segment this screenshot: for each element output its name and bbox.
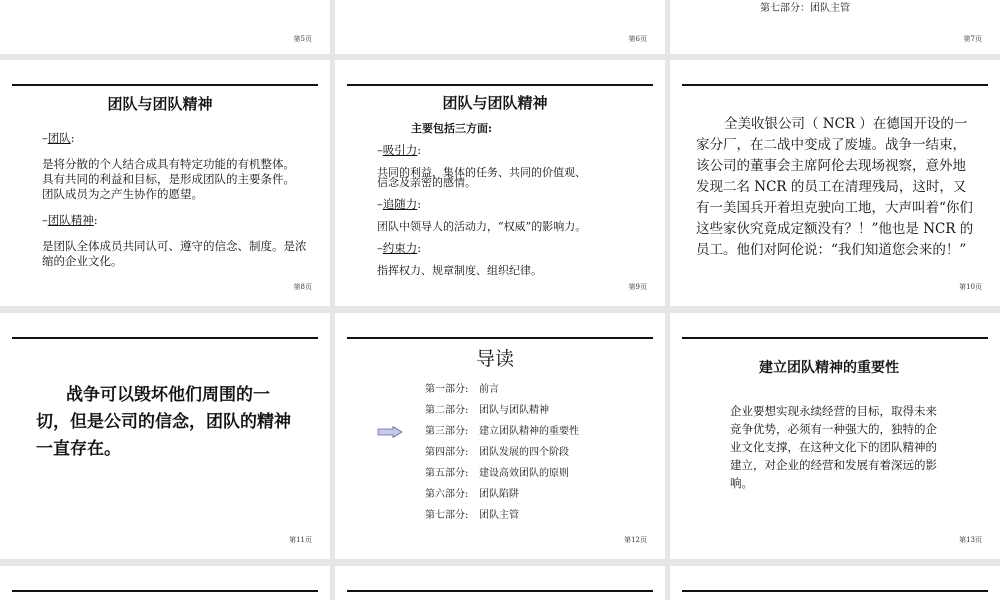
toc-item[interactable]: 第一部分: 前言 xyxy=(425,384,499,395)
item-label: 追随力 xyxy=(382,197,418,211)
title-rule xyxy=(347,590,653,592)
title-rule xyxy=(682,84,988,86)
desc-attraction-1: 共同的利益，集体的任务、共同的价值观、 xyxy=(377,166,586,179)
slide-thumbnail-16[interactable] xyxy=(670,566,1000,600)
toc-item[interactable]: 第四部分: 团队发展的四个阶段 xyxy=(425,447,569,458)
item-label: 吸引力 xyxy=(382,143,418,157)
slide-thumbnail-10[interactable] xyxy=(670,60,1000,306)
story-text: 全美收银公司（ NCR ）在德国开设的一家分厂，在二战中变成了废墟。战争一结束，该公司的董事会主席阿伦去现场视察，意外地发现二名 NCR 的员工在清理残局，这时，又有一美国兵开着坦克驶向工地，大声叫着“你们这些家伙究竟成定额没有？！”他也是 NCR 的员工。他们对阿伦说：“我们知道您会来的！” xyxy=(696,116,974,258)
slide-thumbnail-9[interactable] xyxy=(335,60,665,306)
slide-title: 团队与团队精神 xyxy=(107,95,213,113)
page-number: 第13页 xyxy=(959,536,982,544)
desc-followership: 团队中领导人的活动力，“权威”的影响力。 xyxy=(377,220,587,233)
slide-thumbnail-13[interactable] xyxy=(670,313,1000,559)
slide-thumbnail-14[interactable] xyxy=(0,566,330,600)
page-number: 第8页 xyxy=(293,283,312,291)
title-rule xyxy=(12,590,318,592)
term-label: 团队 xyxy=(47,131,71,145)
slide-thumbnail-6[interactable] xyxy=(335,0,665,54)
title-rule xyxy=(12,337,318,339)
toc-item[interactable]: 第六部分: 团队陷阱 xyxy=(425,489,519,500)
item-attraction: –吸引力: xyxy=(377,143,422,157)
page-number: 第11页 xyxy=(289,536,312,544)
section-text: 第七部分：团队主管 xyxy=(760,3,850,14)
body-text: 企业要想实现永续经营的目标，取得未来竞争优势，必须有一种强大的，独特的企业文化支撑，在这种文化下的团队精神的建立，对企业的经营和发展有着深远的影响。 xyxy=(730,404,937,490)
term-team-spirit: –团队精神: xyxy=(42,213,98,227)
quote-text: 战争可以毁坏他们周围的一切，但是公司的信念，团队的精神一直存在。 xyxy=(36,385,291,459)
slide-thumbnail-7[interactable] xyxy=(670,0,1000,54)
page-number: 第9页 xyxy=(628,283,647,291)
slide-title: 团队与团队精神 xyxy=(442,94,548,112)
desc-restraint: 指挥权力、规章制度、组织纪律。 xyxy=(377,264,542,277)
page-number: 第7页 xyxy=(963,35,982,43)
toc-item[interactable]: 第五部分: 建设高效团队的原则 xyxy=(425,468,569,479)
current-section-arrow-icon xyxy=(377,426,403,438)
term-label: 团队精神 xyxy=(47,213,94,227)
title-rule xyxy=(347,337,653,339)
slide-thumbnail-12[interactable] xyxy=(335,313,665,559)
title-rule xyxy=(682,590,988,592)
toc-item[interactable]: 第二部分: 团队与团队精神 xyxy=(425,405,549,416)
title-rule xyxy=(347,84,653,86)
title-rule xyxy=(682,337,988,339)
toc-item[interactable]: 第七部分: 团队主管 xyxy=(425,510,519,521)
desc-attraction-2: 信念及亲密的感情。 xyxy=(377,176,476,189)
slide-thumbnail-11[interactable] xyxy=(0,313,330,559)
slide-thumbnail-8[interactable] xyxy=(0,60,330,306)
slide-title: 导读 xyxy=(475,348,514,370)
page-number: 第5页 xyxy=(293,35,312,43)
page-number: 第12页 xyxy=(624,536,647,544)
item-followership: –追随力: xyxy=(377,197,422,211)
page-number: 第10页 xyxy=(959,283,982,291)
title-rule xyxy=(12,84,318,86)
toc-item[interactable]: 第三部分: 建立团队精神的重要性 xyxy=(425,426,579,437)
definition-team-spirit: 是团队全体成员共同认可、遵守的信念、制度。是浓缩的企业文化。 xyxy=(42,239,307,268)
page-number: 第6页 xyxy=(628,35,647,43)
slide-subtitle: 主要包括三方面: xyxy=(411,122,493,135)
term-team: –团队: xyxy=(42,131,75,145)
slide-thumbnail-15[interactable] xyxy=(335,566,665,600)
item-restraint: –约束力: xyxy=(377,241,422,255)
definition-team: 是将分散的个人结合成具有特定功能的有机整体。具有共同的利益和目标，是形成团队的主要条件。团队成员为之产生协作的愿望。 xyxy=(42,157,295,201)
slide-thumbnail-5[interactable] xyxy=(0,0,330,54)
slide-title: 建立团队精神的重要性 xyxy=(759,360,899,376)
item-label: 约束力 xyxy=(382,241,418,255)
